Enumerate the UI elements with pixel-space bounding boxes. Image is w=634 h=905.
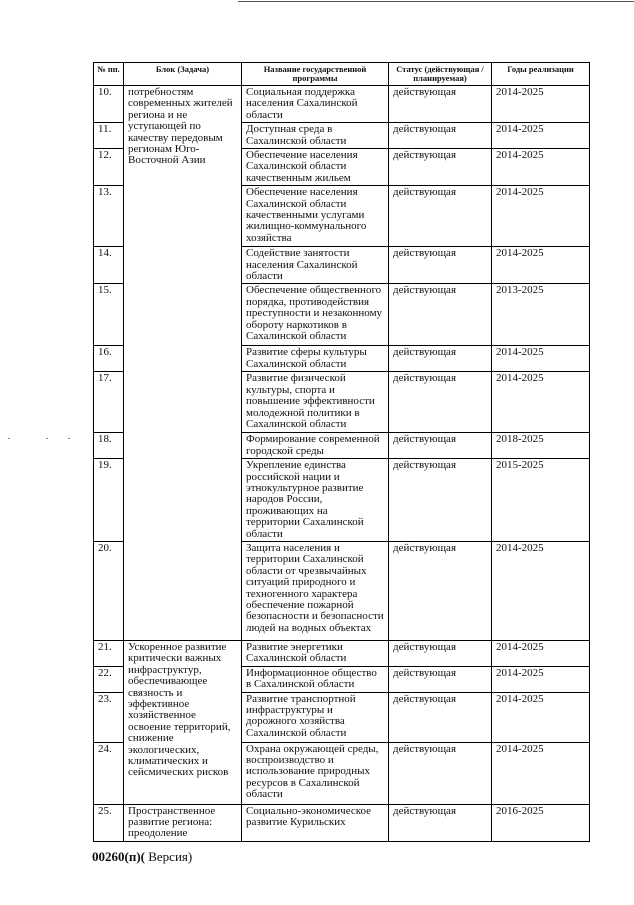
row-program: Содействие занятости населения Сахалинской области — [242, 247, 389, 284]
top-rule — [238, 1, 634, 2]
row-program: Охрана окружающей среды, воспроизводство и использование природных ресурсов в Сахалинской области — [242, 742, 389, 804]
row-program: Обеспечение населения Сахалинской области качественными услугами жилищно-коммунального хозяйства — [242, 186, 389, 247]
row-program: Доступная среда в Сахалинской области — [242, 123, 389, 149]
row-years: 2014-2025 — [492, 541, 590, 640]
document-version-footer — [92, 849, 192, 865]
row-num: 13. — [94, 186, 124, 247]
row-years: 2014-2025 — [492, 346, 590, 372]
row-program: Развитие сферы культуры Сахалинской области — [242, 346, 389, 372]
row-status: действующая — [389, 284, 492, 346]
row-status: действующая — [389, 459, 492, 542]
row-status: действующая — [389, 123, 492, 149]
row-years: 2013-2025 — [492, 284, 590, 346]
row-years: 2014-2025 — [492, 123, 590, 149]
block-cell: Пространственное развитие региона: преодоление — [124, 804, 242, 841]
row-num: 25. — [94, 804, 124, 841]
row-program: Укрепление единства российской нации и этнокультурное развитие народов России, проживающих на территории Сахалинской области — [242, 459, 389, 542]
row-status: действующая — [389, 692, 492, 742]
row-years: 2014-2025 — [492, 742, 590, 804]
row-status: действующая — [389, 149, 492, 186]
row-years: 2018-2025 — [492, 433, 590, 459]
row-program: Обеспечение населения Сахалинской области качественным жильем — [242, 149, 389, 186]
row-years: 2014-2025 — [492, 372, 590, 433]
row-years: 2015-2025 — [492, 459, 590, 542]
row-program: Формирование современной городской среды — [242, 433, 389, 459]
row-status: действующая — [389, 372, 492, 433]
row-num: 11. — [94, 123, 124, 149]
row-program: Информационное общество в Сахалинской области — [242, 666, 389, 692]
scan-speck — [8, 438, 10, 439]
table-row — [94, 804, 590, 841]
row-num: 22. — [94, 666, 124, 692]
row-program: Защита населения и территории Сахалинской области от чрезвычайных ситуаций природного и техногенного характера обеспечение пожарной безопасности и безопасности людей на водных объектах — [242, 541, 389, 640]
row-program: Социально-экономическое развитие Курильских — [242, 804, 389, 841]
row-num: 18. — [94, 433, 124, 459]
row-num: 20. — [94, 541, 124, 640]
row-status: действующая — [389, 86, 492, 123]
row-years: 2014-2025 — [492, 666, 590, 692]
row-num: 19. — [94, 459, 124, 542]
table-row — [94, 86, 590, 123]
row-num: 12. — [94, 149, 124, 186]
header-years: Годы реализации — [492, 63, 590, 86]
row-num: 21. — [94, 640, 124, 666]
row-years: 2014-2025 — [492, 640, 590, 666]
row-num: 24. — [94, 742, 124, 804]
row-status: действующая — [389, 666, 492, 692]
row-years: 2014-2025 — [492, 86, 590, 123]
row-program: Обеспечение общественного порядка, противодействия преступности и незаконному обороту наркотиков в Сахалинской области — [242, 284, 389, 346]
row-program: Развитие транспортной инфраструктуры и дорожного хозяйства Сахалинской области — [242, 692, 389, 742]
row-years: 2014-2025 — [492, 149, 590, 186]
row-status: действующая — [389, 541, 492, 640]
footer-code: 00260(п)( — [92, 849, 145, 864]
row-num: 14. — [94, 247, 124, 284]
programs-table — [93, 62, 590, 842]
header-num: № пп. — [94, 63, 124, 86]
footer-version: Версия) — [144, 849, 193, 864]
row-status: действующая — [389, 346, 492, 372]
row-program: Социальная поддержка населения Сахалинской области — [242, 86, 389, 123]
scan-speck — [46, 438, 48, 439]
scan-speck — [68, 438, 70, 439]
row-num: 10. — [94, 86, 124, 123]
table-row — [94, 640, 590, 666]
row-status: действующая — [389, 742, 492, 804]
row-years: 2016-2025 — [492, 804, 590, 841]
row-program: Развитие энергетики Сахалинской области — [242, 640, 389, 666]
row-years: 2014-2025 — [492, 186, 590, 247]
row-num: 15. — [94, 284, 124, 346]
header-status: Статус (действующая / планируемая) — [389, 63, 492, 86]
row-program: Развитие физической культуры, спорта и повышение эффективности молодежной политики в Сахалинской области — [242, 372, 389, 433]
row-status: действующая — [389, 247, 492, 284]
row-status: действующая — [389, 804, 492, 841]
row-status: действующая — [389, 433, 492, 459]
block-cell: потребностям современных жителей региона и не уступающей по качеству передовым регионам Юго-Восточной Азии — [124, 86, 242, 641]
row-years: 2014-2025 — [492, 692, 590, 742]
table-header-row — [94, 63, 590, 86]
row-years: 2014-2025 — [492, 247, 590, 284]
row-num: 16. — [94, 346, 124, 372]
row-status: действующая — [389, 186, 492, 247]
header-program: Название государственной программы — [242, 63, 389, 86]
row-status: действующая — [389, 640, 492, 666]
row-num: 17. — [94, 372, 124, 433]
block-cell: Ускоренное развитие критически важных инфраструктур, обеспечивающее связность и эффективное хозяйственное освоение территорий, снижение экологических, климатических и сейсмических рисков — [124, 640, 242, 804]
header-block: Блок (Задача) — [124, 63, 242, 86]
row-num: 23. — [94, 692, 124, 742]
